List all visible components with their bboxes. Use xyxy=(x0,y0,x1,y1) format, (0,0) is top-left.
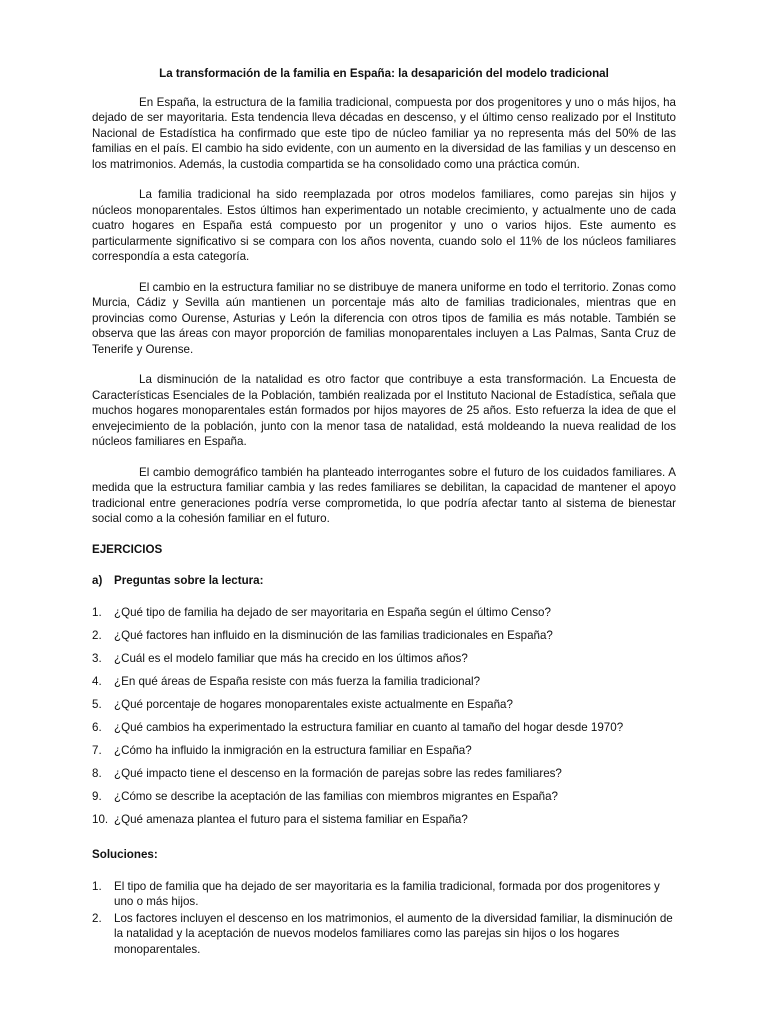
solution-item xyxy=(92,911,676,958)
question-text: ¿Cómo se describe la aceptación de las familias con miembros migrantes en España? xyxy=(114,789,558,803)
solutions-heading: Soluciones: xyxy=(92,848,158,861)
question-text: ¿Cuál es el modelo familiar que más ha crecido en los últimos años? xyxy=(114,651,468,665)
question-number: 2. xyxy=(92,628,102,642)
section-a-label: Preguntas sobre la lectura: xyxy=(114,574,264,587)
question-number: 5. xyxy=(92,697,102,711)
section-a-heading xyxy=(92,573,676,589)
solution-text: El tipo de familia que ha dejado de ser mayoritaria es la familia tradicional, formada por dos progenitores y uno o más hijos. xyxy=(114,879,660,908)
paragraph-2: La familia tradicional ha sido reemplazada por otros modelos familiares, como parejas sin hijos y núcleos monoparentales. Estos últimos han experimentado un notable crecimiento, y actualmente uno de cada cuatro hogares en España está compuesto por un progenitor y uno o varios hijos. Este aumento es particularmente significativo si se compara con los años noventa, cuando solo el 11% de los núcleos familiares correspondía a esta categoría. xyxy=(92,188,676,263)
question-text: ¿Qué amenaza plantea el futuro para el sistema familiar en España? xyxy=(114,812,468,826)
document-title: La transformación de la familia en España: la desaparición del modelo tradicional xyxy=(159,67,609,80)
question-item xyxy=(92,766,676,782)
question-item xyxy=(92,812,676,828)
question-number: 10. xyxy=(92,812,109,826)
paragraph-1: En España, la estructura de la familia tradicional, compuesta por dos progenitores y uno o más hijos, ha dejado de ser mayoritaria. Esta tendencia lleva décadas en descenso, y el último censo realizado por el Instituto Nacional de Estadística ha confirmado que este tipo de núcleo familiar ya no representa más del 50% de las familias en el país. El cambio ha sido evidente, con un aumento en la diversidad de las familias y un descenso en los matrimonios. Además, la custodia compartida se ha consolidado como una práctica común. xyxy=(92,95,676,171)
solution-number: 1. xyxy=(92,879,102,893)
question-number: 6. xyxy=(92,720,102,734)
question-text: ¿Qué porcentaje de hogares monoparentales existe actualmente en España? xyxy=(114,697,513,711)
question-text: ¿Cómo ha influido la inmigración en la estructura familiar en España? xyxy=(114,743,472,757)
question-number: 1. xyxy=(92,605,102,619)
question-text: ¿Qué impacto tiene el descenso en la formación de parejas sobre las redes familiares? xyxy=(114,766,562,780)
section-a-letter: a) xyxy=(92,574,103,587)
question-number: 7. xyxy=(92,743,102,757)
question-item xyxy=(92,605,676,621)
paragraph-4: La disminución de la natalidad es otro factor que contribuye a esta transformación. La Encuesta de Características Esenciales de la Población, también realizada por el Instituto Nacional de Estadística, señala que muchos hogares monoparentales están formados por hijos mayores de 25 años. Esto refuerza la idea de que el envejecimiento de la población, junto con la menor tasa de natalidad, está moldeando la nueva realidad de los núcleos familiares en España. xyxy=(92,373,676,448)
question-text: ¿En qué áreas de España resiste con más fuerza la familia tradicional? xyxy=(114,674,481,688)
question-text: ¿Qué tipo de familia ha dejado de ser mayoritaria en España según el último Censo? xyxy=(114,605,551,619)
question-item xyxy=(92,743,676,759)
question-item xyxy=(92,720,676,736)
question-number: 4. xyxy=(92,674,102,688)
question-number: 9. xyxy=(92,789,102,803)
solutions-list xyxy=(92,879,676,958)
question-number: 8. xyxy=(92,766,102,780)
solution-number: 2. xyxy=(92,911,102,925)
question-item xyxy=(92,651,676,667)
exercises-heading: EJERCICIOS xyxy=(92,542,163,556)
solution-item xyxy=(92,879,676,910)
question-text: ¿Qué factores han influido en la disminución de las familias tradicionales en España? xyxy=(114,628,553,642)
solution-text: Los factores incluyen el descenso en los matrimonios, el aumento de la diversidad familiar, la disminución de la natalidad y la aceptación de nuevos modelos familiares como las parejas sin hijos o los hogares monoparentales. xyxy=(114,911,673,956)
paragraph-3: El cambio en la estructura familiar no se distribuye de manera uniforme en todo el territorio. Zonas como Murcia, Cádiz y Sevilla aún mantienen un porcentaje más alto de familias tradicionales, mientras que en provincias como Ourense, Asturias y León la diferencia con otros tipos de familia es más notable. También se observa que las áreas con mayor proporción de familias monoparentales incluyen a Las Palmas, Santa Cruz de Tenerife y Ourense. xyxy=(92,280,676,356)
question-item xyxy=(92,697,676,713)
question-item xyxy=(92,674,676,690)
question-item xyxy=(92,789,676,805)
question-number: 3. xyxy=(92,651,102,665)
paragraph-5: El cambio demográfico también ha planteado interrogantes sobre el futuro de los cuidados familiares. A medida que la estructura familiar cambia y las redes familiares se debilitan, la capacidad de mantener el apoyo tradicional entre generaciones podría verse comprometida, lo que podría afectar tanto al sistema de bienestar social como a la cohesión familiar en el futuro. xyxy=(92,465,676,525)
questions-list xyxy=(92,605,676,828)
question-item xyxy=(92,628,676,644)
question-text: ¿Qué cambios ha experimentado la estructura familiar en cuanto al tamaño del hogar desde 1970? xyxy=(114,720,624,734)
